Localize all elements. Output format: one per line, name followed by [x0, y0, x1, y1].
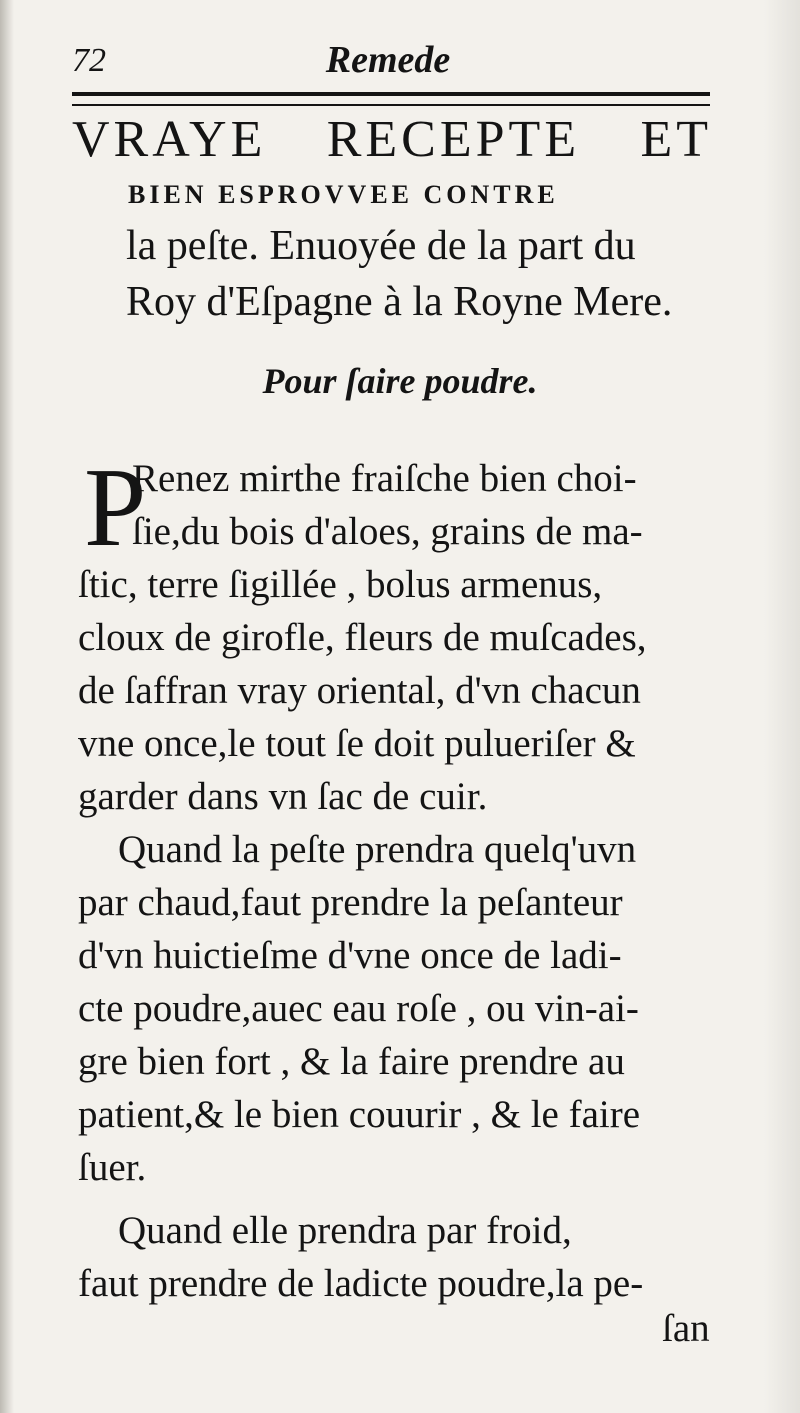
header-rule [72, 92, 710, 106]
text-line: cloux de girofle, fleurs de muſcades, [78, 616, 647, 659]
page-edge [764, 0, 800, 1413]
text-line: Quand elle prendra par froid, [118, 1209, 572, 1252]
section-subheading: Pour ſaire poudre. [262, 361, 538, 401]
title-line-4: Roy d'Eſpagne à la Royne Mere. [126, 279, 673, 325]
title-word: ET [640, 111, 712, 168]
gutter-shadow [0, 0, 14, 1413]
text-line: ſtic, terre ſigillée , bolus armenus, [78, 563, 603, 606]
text-line: garder dans vn ſac de cuir. [78, 775, 488, 818]
title-line-2: BIEN ESPROVVEE CONTRE [128, 180, 559, 209]
drop-capital: P [84, 446, 147, 570]
body-text [78, 446, 738, 1310]
text-line: d'vn huictieſme d'vne once de ladi- [78, 934, 622, 977]
page-header [68, 34, 708, 84]
text-line: vne once,le tout ſe doit pulueriſer & [78, 722, 636, 765]
title-word: VRAYE [72, 111, 267, 168]
page-number: 72 [72, 42, 106, 79]
title-line-3: la peſte. Enuoyée de la part du [126, 223, 636, 269]
paragraph-gap [78, 1194, 738, 1204]
catchword: ſan [662, 1307, 710, 1350]
text-line: par chaud,faut prendre la peſanteur [78, 881, 623, 924]
text-line: faut prendre de ladicte poudre,la pe- [78, 1262, 644, 1305]
text-line: gre bien fort , & la faire prendre au [78, 1040, 625, 1083]
text-line: Renez mirthe fraiſche bien choi- [132, 457, 637, 500]
text-line: ſie,du bois d'aloes, grains de ma- [132, 510, 643, 553]
text-line: cte poudre,auec eau roſe , ou vin-ai- [78, 987, 639, 1030]
text-line: Quand la peſte prendra quelq'uvn [118, 828, 637, 871]
title-line-1 [72, 110, 712, 169]
text-line: ſuer. [78, 1146, 147, 1189]
text-line: de ſaffran vray oriental, d'vn chacun [78, 669, 641, 712]
text-line: patient,& le bien couurir , & le faire [78, 1093, 641, 1136]
running-head: Remede [325, 39, 451, 81]
title-word: RECEPTE [326, 111, 581, 168]
